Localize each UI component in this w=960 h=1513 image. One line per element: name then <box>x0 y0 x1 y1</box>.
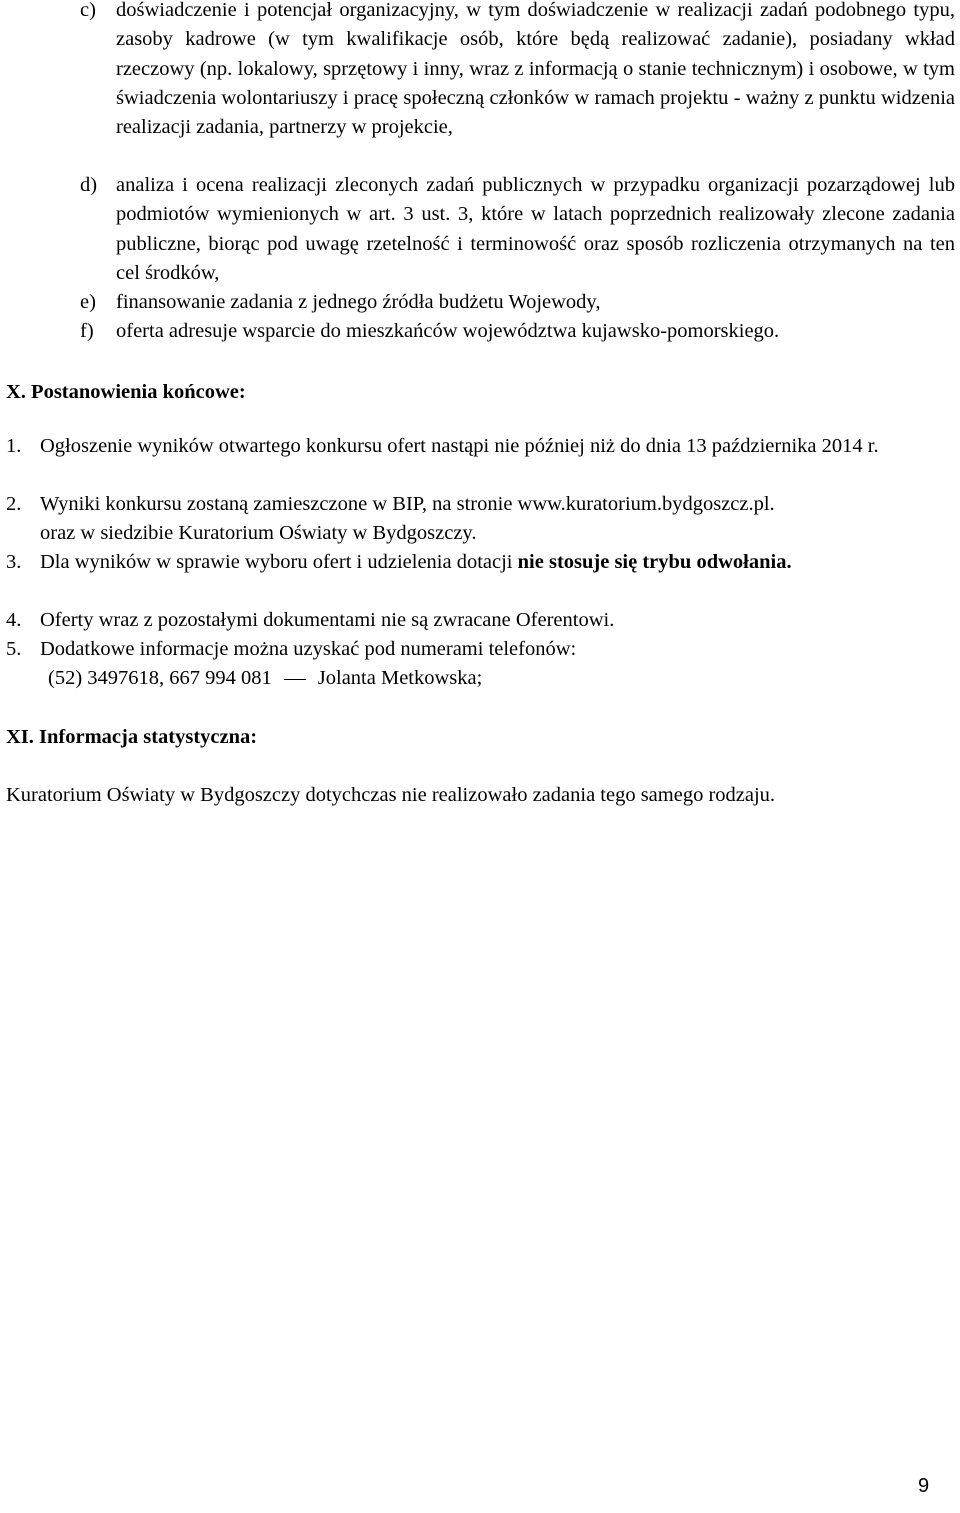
final-item-5 <box>6 635 955 694</box>
criterion-d-marker: d) <box>80 174 98 196</box>
final-item-3-text-normal: Dla wyników w sprawie wyboru ofert i udzielenia dotacji <box>40 551 518 573</box>
criterion-e-marker: e) <box>80 291 96 313</box>
final-item-3 <box>6 548 955 577</box>
final-item-2-text <box>40 490 955 549</box>
final-item-2-marker: 2. <box>6 493 22 515</box>
criterion-e-text: finansowanie zadania z jednego źródła budżetu Wojewody, <box>116 291 601 313</box>
section-xi-text: Kuratorium Oświaty w Bydgoszczy dotychczas nie realizowało zadania tego samego rodzaju. <box>6 784 776 806</box>
final-item-2 <box>6 490 955 549</box>
criterion-f <box>80 317 955 346</box>
final-item-3-marker: 3. <box>6 551 22 573</box>
criterion-c-marker: c) <box>80 0 96 21</box>
criterion-c-text: doświadczenie i potencjał organizacyjny, w tym doświadczenie w realizacji zadań podobnego typu, zasoby kadrowe (w tym kwalifikacje osób, które będą realizować zadanie), posiadany wkład rzeczowy (np. lokalowy, sprzętowy i inny, wraz z informacją o stanie technicznym) i osobowe, w tym świadczenia wolontariuszy i pracę społeczną członków w ramach projektu - ważny z punktu widzenia realizacji zadania, partnerzy w projekcie, <box>116 0 955 139</box>
final-item-1-marker: 1. <box>6 435 22 457</box>
criterion-f-text: oferta adresuje wsparcie do mieszkańców województwa kujawsko-pomorskiego. <box>116 320 780 342</box>
final-item-1-text: Ogłoszenie wyników otwartego konkursu ofert nastąpi nie później niż do dnia 13 października 2014 r. <box>40 435 879 457</box>
dash-separator <box>284 679 306 680</box>
final-item-5-marker: 5. <box>6 638 22 660</box>
final-item-4-text: Oferty wraz z pozostałymi dokumentami nie są zwracane Oferentowi. <box>40 609 615 631</box>
section-x-heading: X. Postanowienia końcowe: <box>6 381 246 403</box>
final-item-2-line2: oraz w siedzibie Kuratorium Oświaty w Bydgoszczy. <box>40 522 477 545</box>
contact-line <box>48 664 955 693</box>
final-item-3-text <box>40 548 955 577</box>
criterion-e <box>80 288 955 317</box>
criterion-f-marker: f) <box>80 320 94 342</box>
final-item-3-text-bold: nie stosuje się trybu odwołania. <box>517 551 792 573</box>
final-item-5-text <box>40 635 955 694</box>
final-item-4 <box>6 606 955 635</box>
final-item-4-marker: 4. <box>6 609 22 631</box>
final-item-1 <box>6 432 955 461</box>
contact-name: Jolanta Metkowska; <box>317 667 483 690</box>
criterion-d-text: analiza i ocena realizacji zleconych zadań publicznych w przypadku organizacji pozarządowej lub podmiotów wymienionych w art. 3 ust. 3, które w latach poprzednich realizowały zlecone zadania publiczne, biorąc pod uwagę rzetelność i terminowość oraz sposób rozliczenia otrzymanych na ten cel środków, <box>116 174 955 284</box>
section-xi-heading: XI. Informacja statystyczna: <box>6 726 258 748</box>
contact-phones: (52) 3497618, 667 994 081 <box>48 667 272 690</box>
criterion-c <box>80 0 955 142</box>
page-number: 9 <box>918 1475 930 1497</box>
criterion-d <box>80 171 955 288</box>
final-item-5-intro: Dodatkowe informacje można uzyskać pod numerami telefonów: <box>40 638 577 660</box>
final-item-2-line1: Wyniki konkursu zostaną zamieszczone w BIP, na stronie www.kuratorium.bydgoszcz.pl. <box>40 493 775 515</box>
